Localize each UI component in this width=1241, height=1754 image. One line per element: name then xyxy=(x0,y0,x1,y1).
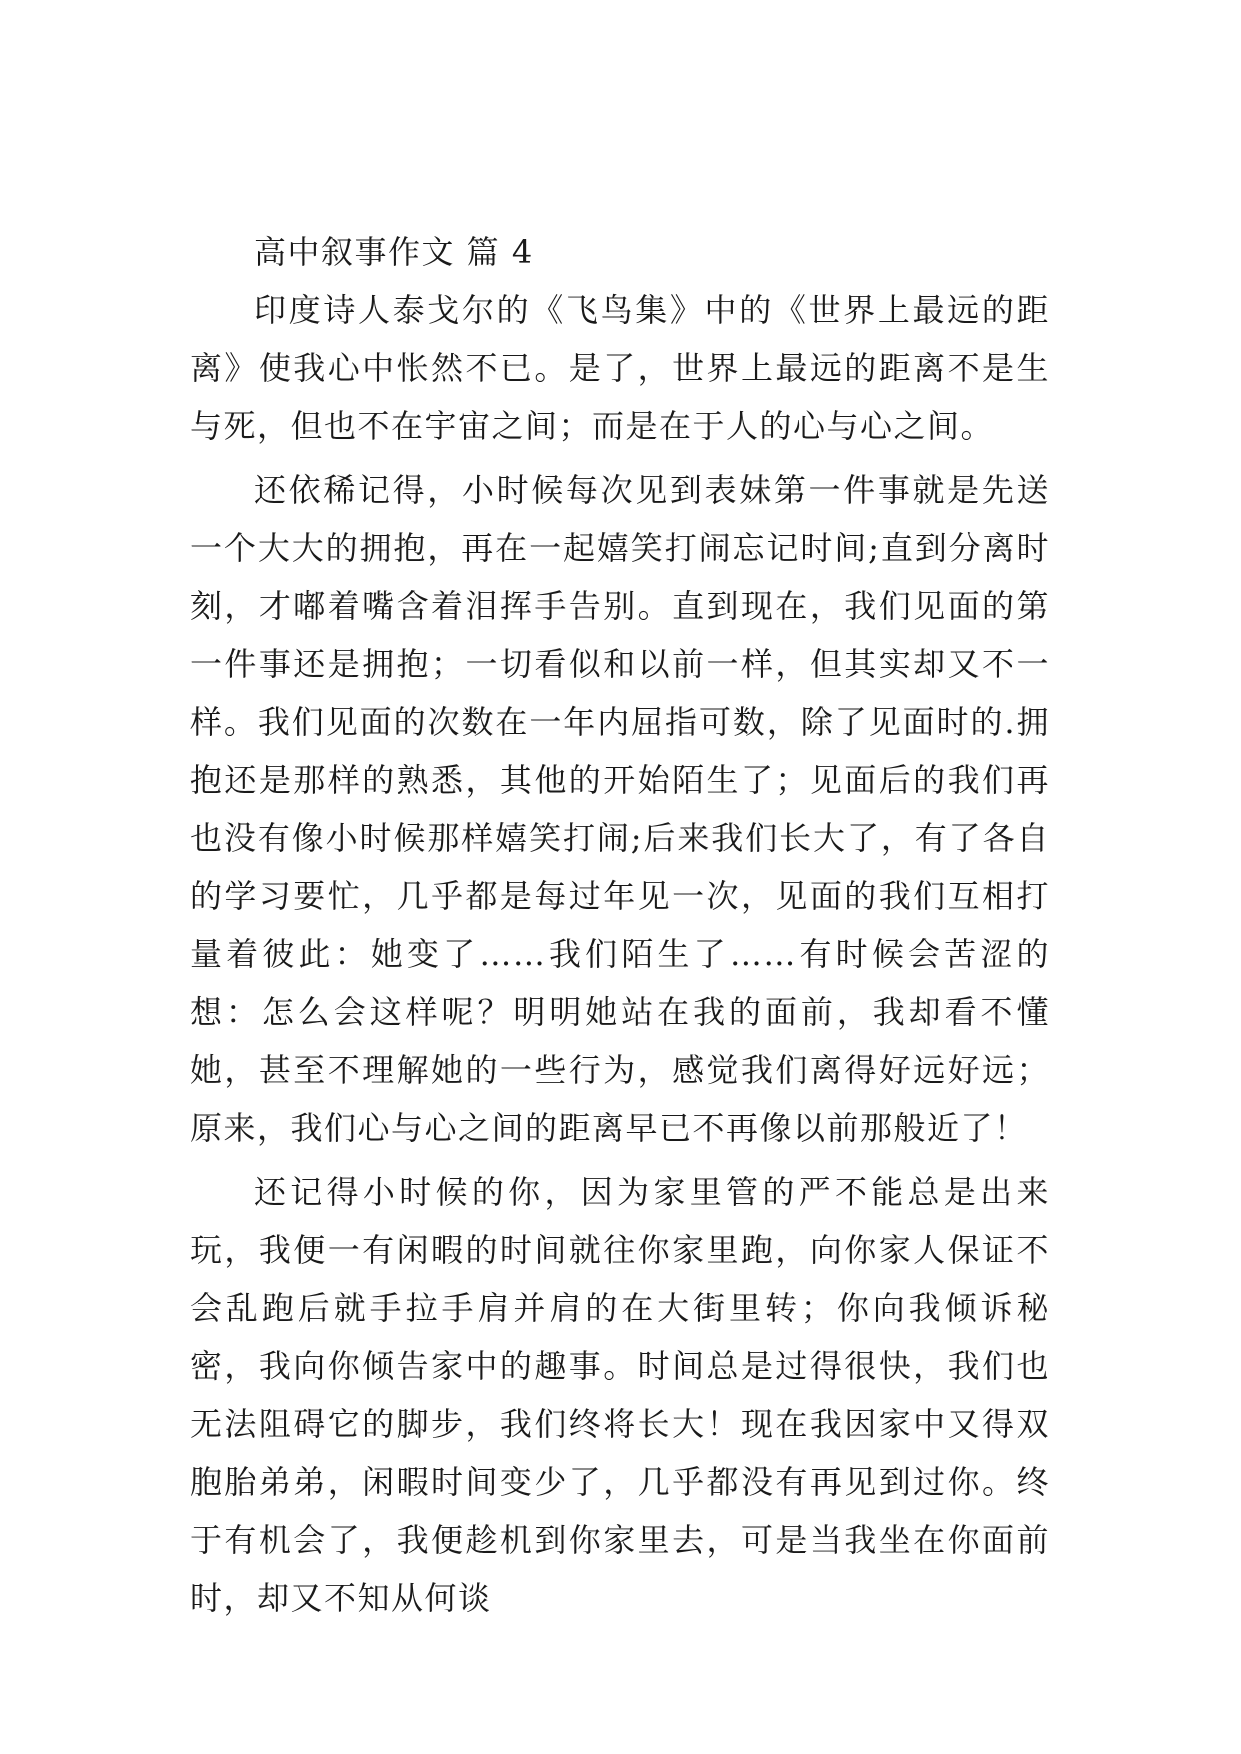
paragraph-3: 还记得小时候的你，因为家里管的严不能总是出来玩，我便一有闲暇的时间就往你家里跑，向你家人保证不会乱跑后就手拉手肩并肩的在大街里转；你向我倾诉秘密，我向你倾告家中的趣事。时间总是过得很快，我们也无法阻碍它的脚步，我们终将长大！现在我因家中又得双胞胎弟弟，闲暇时间变少了，几乎都没有再见到过你。终于有机会了，我便趁机到你家里去，可是当我坐在你面前时，却又不知从何谈 xyxy=(190,1173,1050,1617)
document-body xyxy=(190,223,1050,1627)
essay-title: 高中叙事作文 篇 4 xyxy=(254,233,534,271)
paragraph-1: 印度诗人泰戈尔的《飞鸟集》中的《世界上最远的距离》使我心中怅然不已。是了，世界上最远的距离不是生与死，但也不在宇宙之间；而是在于人的心与心之间。 xyxy=(190,291,1050,445)
paragraph-2: 还依稀记得，小时候每次见到表妹第一件事就是先送一个大大的拥抱，再在一起嬉笑打闹忘记时间;直到分离时刻，才嘟着嘴含着泪挥手告别。直到现在，我们见面的第一件事还是拥抱；一切看似和以前一样，但其实却又不一样。我们见面的次数在一年内屈指可数，除了见面时的.拥抱还是那样的熟悉，其他的开始陌生了；见面后的我们再也没有像小时候那样嬉笑打闹;后来我们长大了，有了各自的学习要忙，几乎都是每过年见一次，见面的我们互相打量着彼此：她变了……我们陌生了……有时候会苦涩的想：怎么会这样呢？明明她站在我的面前，我却看不懂她，甚至不理解她的一些行为，感觉我们离得好远好远；原来，我们心与心之间的距离早已不再像以前那般近了！ xyxy=(190,471,1050,1147)
